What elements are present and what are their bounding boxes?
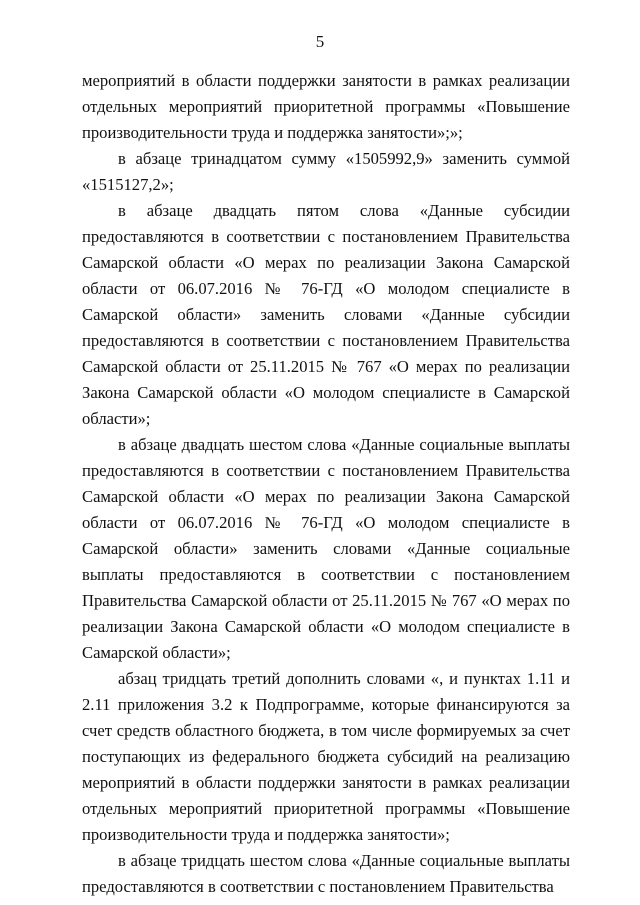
page-number: 5 [315, 32, 325, 51]
paragraph-1: мероприятий в области поддержки занятости в рамках реализации отдельных мероприятий приоритетной программы «Повышение производительности труда и поддержка занятости»;»; [82, 71, 570, 142]
paragraph-4: в абзаце двадцать шестом слова «Данные социальные выплаты предоставляются в соответствии с постановлением Правительства Самарской области «О мерах по реализации Закона Самарской области от 06.07.2016 № 76-ГД «О молодом специалисте в Самарской области» заменить словами «Данные социальные выплаты предоставляются в соответствии с постановлением Правительства Самарской области от 25.11.2015 № 767 «О мерах по реализации Закона Самарской области «О молодом специалисте в Самарской области»; [82, 435, 570, 662]
paragraph-2: в абзаце тринадцатом сумму «1505992,9» заменить суммой «1515127,2»; [82, 149, 570, 194]
paragraph-3: в абзаце двадцать пятом слова «Данные субсидии предоставляются в соответствии с постановлением Правительства Самарской области «О мерах по реализации Закона Самарской области от 06.07.2016 № 76-ГД «О молодом специалисте в Самарской области» заменить словами «Данные субсидии предоставляются в соответствии с постановлением Правительства Самарской области от 25.11.2015 № 767 «О мерах по реализации Закона Самарской области «О молодом специалисте в Самарской области»; [82, 201, 570, 428]
paragraph-6: в абзаце тридцать шестом слова «Данные социальные выплаты предоставляются в соответствии с постановлением Правительства [82, 851, 570, 896]
document-body [82, 68, 570, 900]
paragraph-5: абзац тридцать третий дополнить словами «, и пунктах 1.11 и 2.11 приложения 3.2 к Подпрограмме, которые финансируются за счет средств областного бюджета, в том числе формируемых за счет поступающих из федерального бюджета субсидий на реализацию мероприятий в области поддержки занятости в рамках реализации отдельных мероприятий приоритетной программы «Повышение производительности труда и поддержка занятости»; [82, 669, 570, 844]
